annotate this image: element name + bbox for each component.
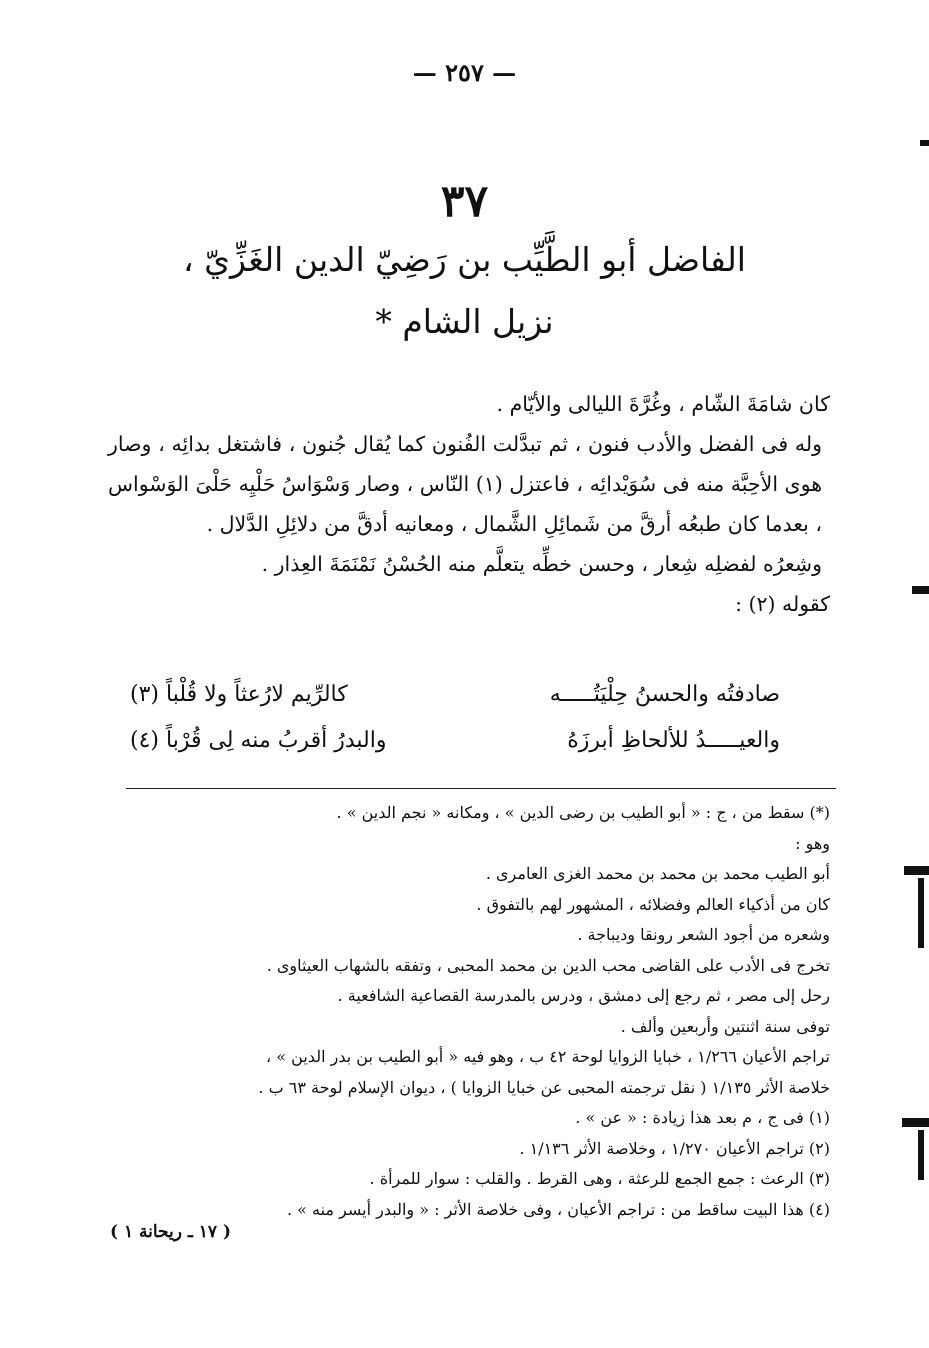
page-number: — ٢٥٧ —: [412, 58, 517, 87]
scan-mark: [904, 866, 929, 875]
paragraph: وشِعرُه لفضلِه شِعار ، وحسن خطِّه يتعلَّم منه الحُسْنُ نَمْنَمَةَ العِذار .: [261, 552, 822, 576]
paragraph: كقوله (٢) :: [735, 592, 830, 616]
verse-line: [130, 728, 780, 753]
footnote-divider: [126, 788, 836, 789]
footnote-line: (٣) الرعث : جمع الجمع للرعثة ، وهى القرط . والقلب : سوار للمرأة .: [369, 1169, 830, 1188]
footnote-line: تراجم الأعيان ١/٢٦٦ ، خبايا الزوايا لوحة ٤٢ ب ، وهو فيه « أبو الطيب بن بدر الدين » ،: [266, 1047, 830, 1066]
footnote-line: (١) فى ج ، م بعد هذا زيادة : « عن » .: [575, 1108, 830, 1127]
footnote-line: وشعره من أجود الشعر رونقا وديباجة .: [577, 925, 830, 944]
footnote-line: رحل إلى مصر ، ثم رجع إلى دمشق ، ودرس بالمدرسة القصاعية الشافعية .: [337, 986, 830, 1005]
footnote-line: وهو :: [795, 833, 830, 853]
scan-mark: [902, 1118, 929, 1127]
verse-second-hemistich: كالرِّيم لارُعثاً ولا قُلْباً (٣): [130, 682, 348, 707]
footnote-line: (٤) هذا البيت ساقط من : تراجم الأعيان ، وفى خلاصة الأثر : « والبدر أيسر منه » .: [286, 1199, 830, 1219]
footnote-line: تخرج فى الأدب على القاضى محب الدين بن محمد المحبى ، وتفقه بالشهاب العيثاوى .: [266, 955, 830, 975]
paragraph: كان شامَةَ الشّام ، وغُرَّةَ الليالى والأيّام .: [496, 392, 830, 416]
scan-mark: [918, 878, 924, 948]
footnote-line: خلاصة الأثر ١/١٣٥ ( نقل ترجمته المحبى عن خبايا الزوايا ) ، ديوان الإسلام لوحة ٦٣ ب .: [258, 1077, 830, 1097]
verse-line: [130, 682, 780, 707]
chapter-number: ٣٧: [440, 176, 489, 227]
scan-mark: [920, 140, 929, 146]
verse-second-hemistich: والبدرُ أقربُ منه لِى قُرْباً (٤): [130, 728, 387, 753]
scan-mark: [918, 1130, 924, 1180]
verse-first-hemistich: والعيـــــدُ للألحاظِ أبرزَهُ: [567, 728, 780, 753]
footnote-line: توفى سنة اثنتين وأربعين وألف .: [620, 1016, 830, 1036]
footnote-line: كان من أذكياء العالم وفضلائه ، المشهور لهم بالتفوق .: [476, 894, 830, 914]
main-text: [108, 384, 830, 624]
footnote-line: (*) سقط من ، ج : « أبو الطيب بن رضى الدين » ، ومكانه « نجم الدين » .: [336, 803, 830, 822]
footnotes: [140, 798, 830, 1225]
printer-signature: ( ١٧ ـ ريحانة ١ ): [110, 1222, 232, 1242]
verse-first-hemistich: صادفتُه والحسنُ حِلْيَتُـــــه: [549, 682, 780, 707]
paragraph: وله فى الفضل والأدب فنون ، ثم تبدَّلت الفُنون كما يُقال جُنون ، فاشتغل بدائِه ، وصار هوى الأحِبَّة منه فى سُوَيْدائِه ، فاعتزل (١) النّاس ، وصار وَسْوَاسُ حَلْيِه حَلْىَ الوَسْواس ، بعدما كان طبعُه أرقَّ من شَمائِلِ الشَّمال ، ومعانيه أدقَّ من دلائِلِ الدَّلال .: [108, 432, 822, 536]
entry-title: الفاضل أبو الطَّيِّب بن رَضِيّ الدين الغَزِّيّ ،: [183, 240, 746, 279]
scan-mark: [912, 586, 929, 594]
footnote-line: (٢) تراجم الأعيان ١/٢٧٠ ، وخلاصة الأثر ١/١٣٦ .: [519, 1138, 830, 1158]
entry-subtitle: نزيل الشام *: [375, 302, 554, 341]
footnote-line: أبو الطيب محمد بن محمد بن محمد الغزى العامرى .: [485, 864, 830, 883]
